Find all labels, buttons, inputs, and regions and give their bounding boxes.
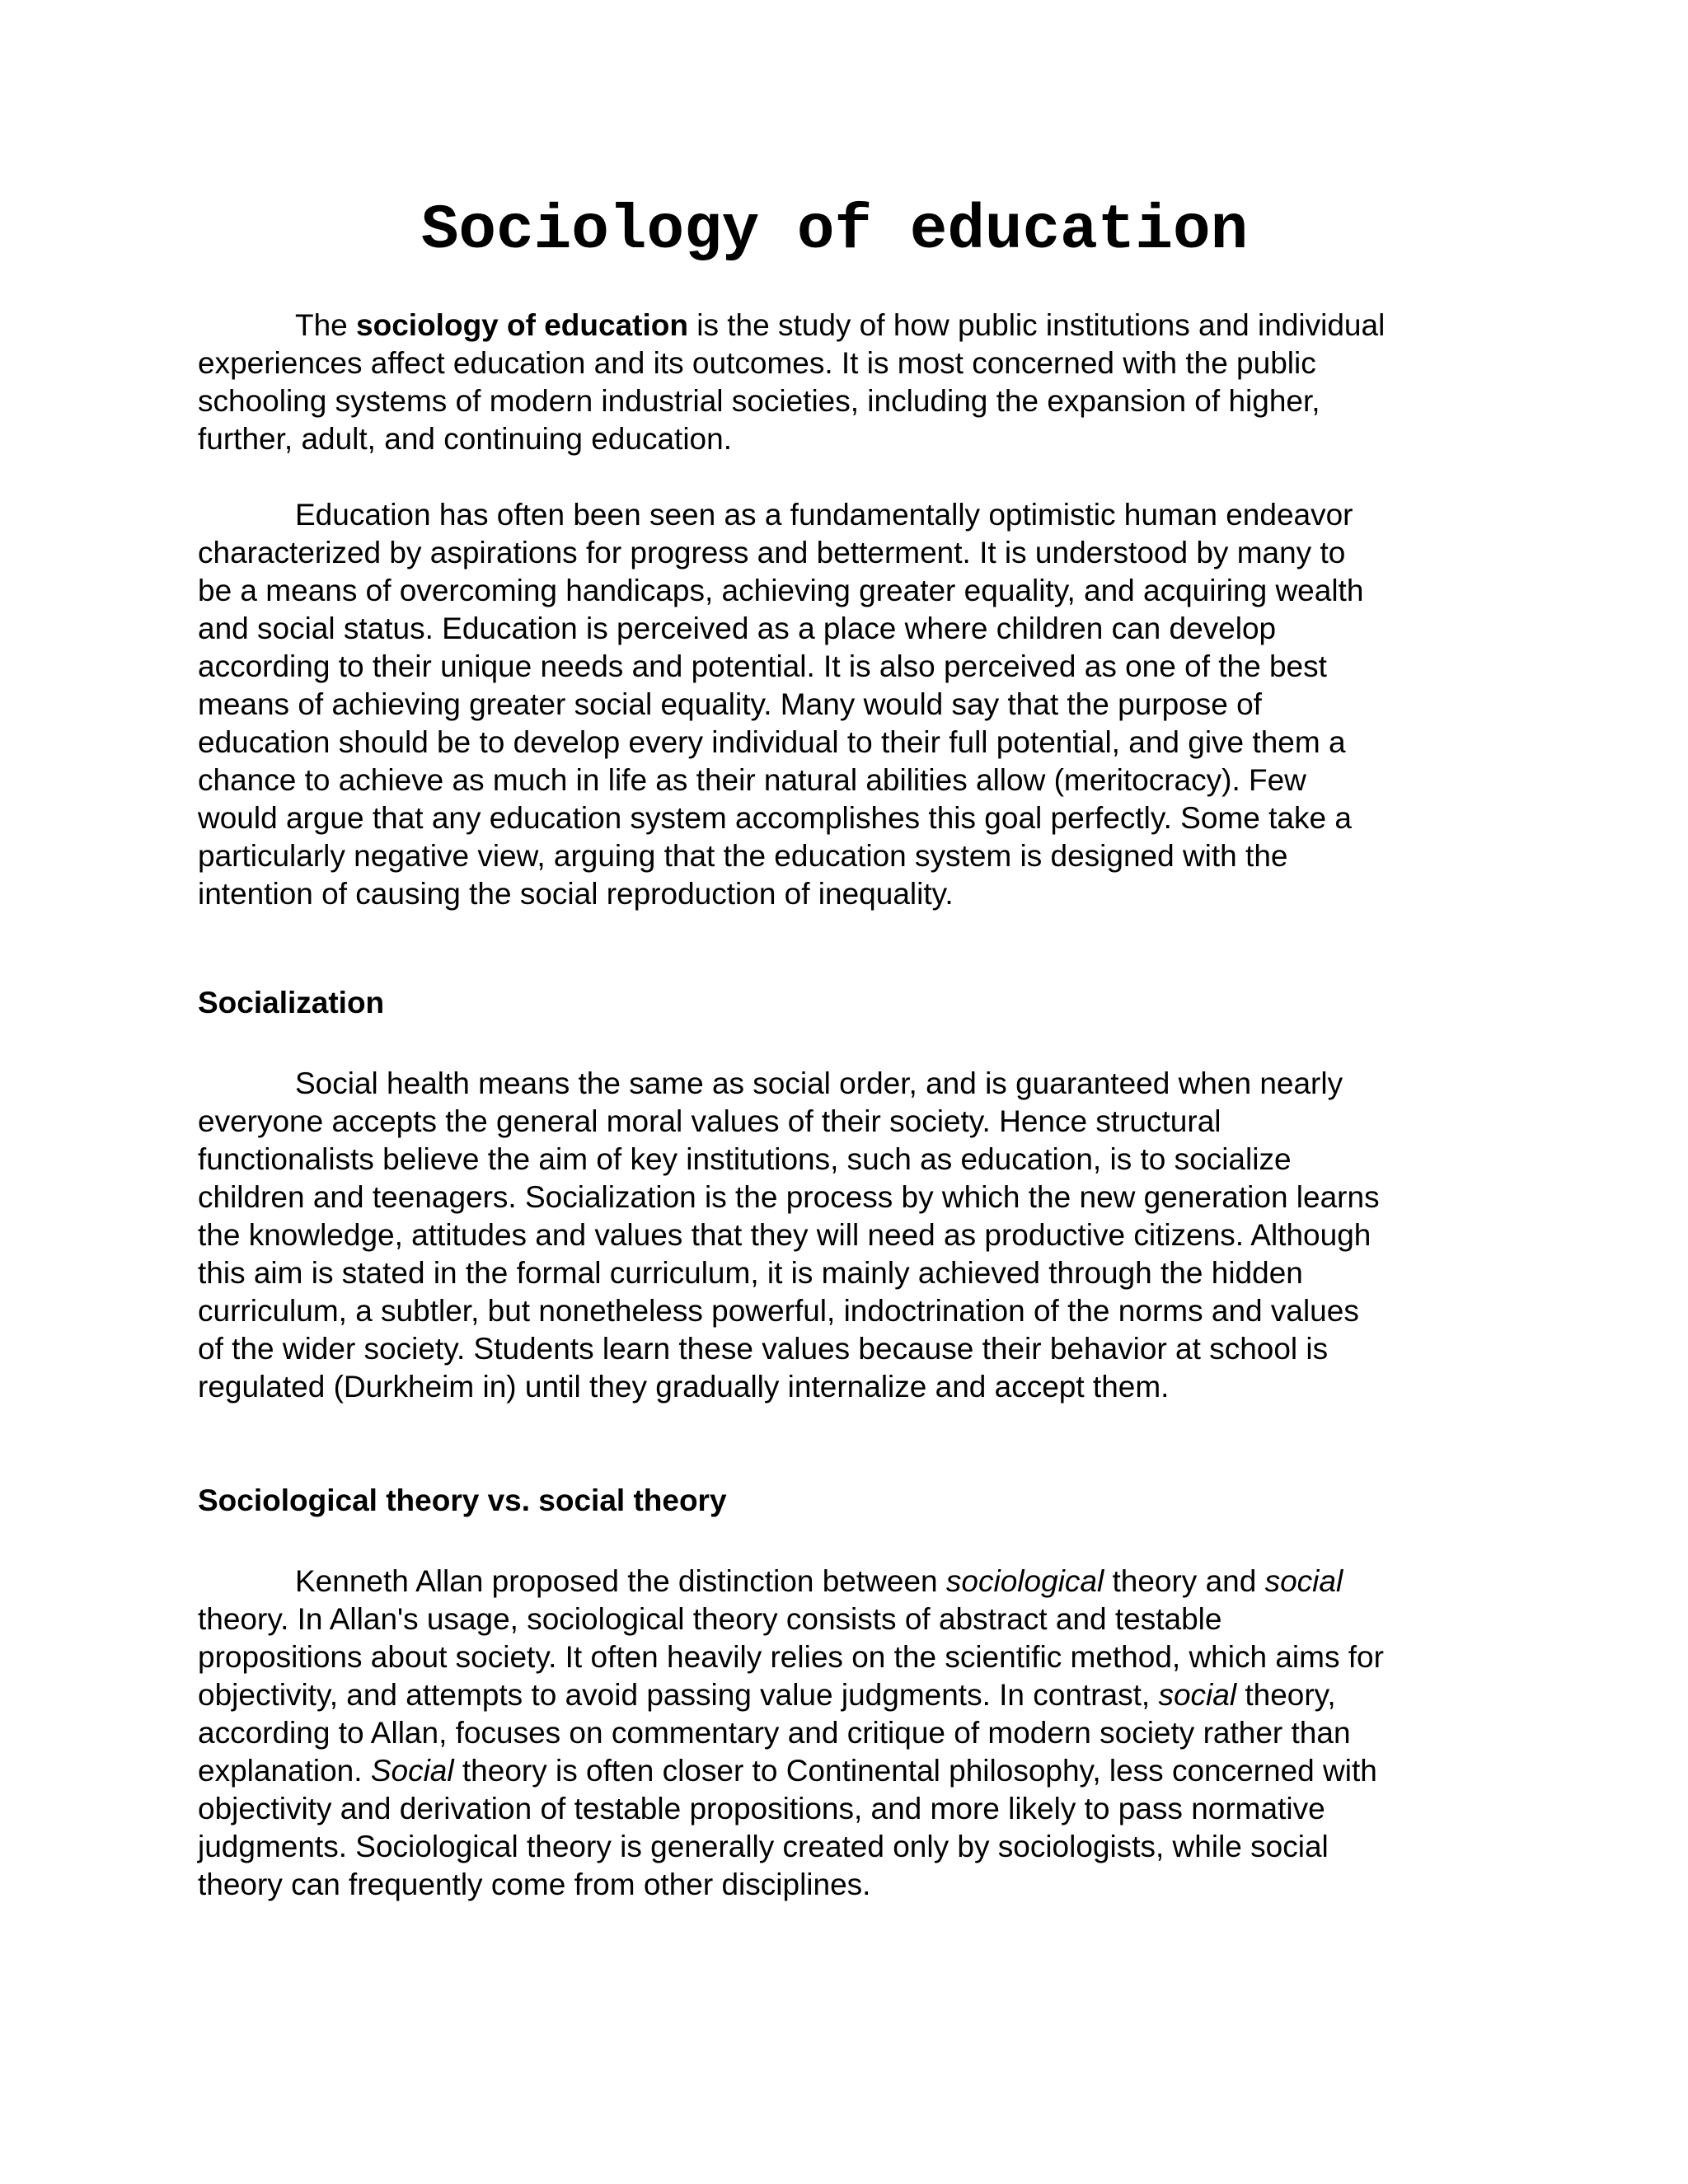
intro-line-3: schooling systems of modern industrial societies, including the expansion of higher, [198, 384, 1320, 418]
theory-line-3: propositions about society. It often heavily relies on the scientific method, which aims for [198, 1640, 1384, 1674]
document-title: Sociology of education [420, 195, 1249, 266]
theory-line-7: objectivity and derivation of testable propositions, and more likely to pass normative [198, 1792, 1325, 1825]
education-line: be a means of overcoming handicaps, achieving greater equality, and acquiring wealth [198, 574, 1364, 607]
italic-term: sociological [945, 1564, 1104, 1598]
socialization-line: Social health means the same as social order, and is guaranteed when nearly [295, 1066, 1343, 1100]
socialization-line: functionalists believe the aim of key institutions, such as education, is to socialize [198, 1142, 1292, 1176]
socialization-line: everyone accepts the general moral values of their society. Hence structural [198, 1104, 1221, 1138]
intro-line-1: The sociology of education is the study of how public institutions and individual [295, 308, 1386, 342]
education-line: chance to achieve as much in life as their natural abilities allow (meritocracy). Few [198, 763, 1306, 797]
socialization-heading: Socialization [198, 986, 385, 1019]
italic-term: social [1158, 1678, 1237, 1712]
socialization-line: curriculum, a subtler, but nonetheless powerful, indoctrination of the norms and values [198, 1294, 1359, 1328]
intro-line-4: further, adult, and continuing education. [198, 422, 732, 456]
education-line: education should be to develop every individual to their full potential, and give them a [198, 725, 1346, 759]
theory-heading: Sociological theory vs. social theory [198, 1483, 727, 1517]
education-line: and social status. Education is perceived as a place where children can develop [198, 612, 1277, 645]
italic-term: social [1264, 1564, 1343, 1598]
socialization-line: this aim is stated in the formal curriculum, it is mainly achieved through the hidden [198, 1256, 1303, 1290]
education-line: intention of causing the social reproduction of inequality. [198, 877, 954, 911]
theory-line-2: theory. In Allan's usage, sociological theory consists of abstract and testable [198, 1602, 1222, 1636]
intro-paragraph [198, 307, 1500, 458]
theory-line-1: Kenneth Allan proposed the distinction between sociological theory and social [295, 1564, 1343, 1598]
socialization-line: the knowledge, attitudes and values that they will need as productive citizens. Although [198, 1218, 1372, 1252]
theory-line-9: theory can frequently come from other disciplines. [198, 1868, 871, 1901]
socialization-paragraph [198, 1065, 1500, 1406]
theory-line-4: objectivity, and attempts to avoid passing value judgments. In contrast, social theory, [198, 1678, 1336, 1712]
education-line: would argue that any education system accomplishes this goal perfectly. Some take a [198, 801, 1352, 835]
education-line: according to their unique needs and potential. It is also perceived as one of the best [198, 649, 1327, 683]
education-line: characterized by aspirations for progress and betterment. It is understood by many to [198, 536, 1346, 569]
theory-paragraph [198, 1563, 1500, 1904]
italic-term: Social [370, 1754, 454, 1788]
education-line: Education has often been seen as a fundamentally optimistic human endeavor [295, 498, 1353, 532]
education-paragraph [198, 496, 1500, 913]
theory-line-8: judgments. Sociological theory is generally created only by sociologists, while social [198, 1830, 1329, 1863]
socialization-line: regulated (Durkheim in) until they gradually internalize and accept them. [198, 1370, 1170, 1404]
intro-term: sociology of education [356, 308, 688, 342]
intro-line-2: experiences affect education and its outcomes. It is most concerned with the public [198, 346, 1316, 380]
theory-line-5: according to Allan, focuses on commentary and critique of modern society rather than [198, 1716, 1351, 1750]
theory-line-6: explanation. Social theory is often closer to Continental philosophy, less concerned with [198, 1754, 1377, 1788]
socialization-line: children and teenagers. Socialization is the process by which the new generation learns [198, 1180, 1380, 1214]
education-line: means of achieving greater social equality. Many would say that the purpose of [198, 687, 1262, 721]
education-line: particularly negative view, arguing that the education system is designed with the [198, 839, 1288, 873]
socialization-line: of the wider society. Students learn these values because their behavior at school is [198, 1332, 1329, 1366]
